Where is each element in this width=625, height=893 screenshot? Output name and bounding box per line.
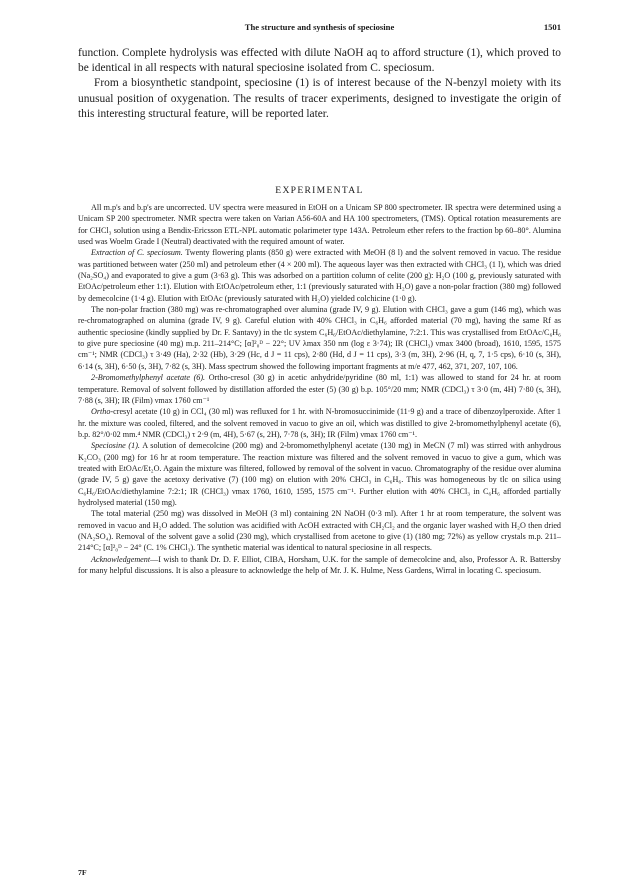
nonpolar-fraction-paragraph: The non-polar fraction (380 mg) was re-chromatographed over alumina (grade IV, 9 g). Elution with CHCl₃ gave a gum (146 mg), which was re-chromatographed on alumina (grade IV, 9 g). Careful elution with 40% CHCl₃ in C₆H₆ afforded material (70 mg), having the same Rf as authentic speciosine (kindly supplied by Dr. F. Santavy) in the tlc system C₆H₆/EtOAc/diethylamine, 7:2:1. This was crystallised from EtOAc/C₆H₆ to give pure speciosine (40 mg) m.p. 211–214°C; [α]²₀ᴰ − 22°; UV λmax 350 nm (log ε 3·74); IR (CHCl₃) νmax 3400 (broad), 1610, 1595, 1575 cm⁻¹; NMR (CDCl₃) τ 3·49 (Ha), 2·32 (Hb), 3·29 (Hc, d J = 11 cps), 2·80 (Hd, d J = 11 cps), 3·3 (m, 3H), 2·96 (H, q, 7, 1·5 cps), 6·10 (s, 3H), 6·14 (s, 3H), 6·50 (s, 3H), 7·82 (s, 3H). Mass spectrum showed the following important fragments at m/e 477, 462, 371, 207, 107, 106.	[78, 305, 561, 371]
extraction-title: Extraction of C. speciosum.	[91, 248, 183, 258]
experimental-section	[78, 202, 561, 576]
cresyl-text: -cresyl acetate (10 g) in CCl₄ (30 ml) was refluxed for 1 hr. with N-bromosuccinimide (11·9 g) and a trace of dibenzoylperoxide. After 1 hr. the mixture was cooled, filtered, and the solvent removed in vacuo to give an oil, which was distilled to give 2-bromomethylphenyl acetate (6), b.p. 82°/0·02 mm.⁴ NMR (CDCl₃) τ 2·9 (m, 4H), 5·67 (s, 2H), 7·78 (s, 3H); IR (Film) νmax 1760 cm⁻¹.	[78, 407, 561, 439]
cresyl-paragraph	[78, 406, 561, 440]
section-heading: EXPERIMENTAL	[275, 185, 364, 196]
cresyl-title: Ortho	[91, 407, 111, 417]
acknowledgement-text: —I wish to thank Dr. D. F. Elliot, CIBA, Horsham, U.K. for the sample of demecolcine and, also, Professor A. R. Battersby for many helpful discussions. It is also a pleasure to acknowledge the help of Mr. J. K. Hulme, Ness Gardens, Wirral in locating C. speciosum.	[78, 554, 561, 575]
total-material-paragraph: The total material (250 mg) was dissolved in MeOH (3 ml) containing 2N NaOH (0·3 ml). After 1 hr at room temperature, the solvent was removed in vacuo and H₂O added. The solution was acidified with AcOH extracted with CH₂Cl₂ and the organic layer washed with H₂O then dried (NA₂SO₄). Removal of the solvent gave a solid (230 mg), which crystallised from acetone to give (1) (180 mg; 72%) as yellow crystals m.p. 211–214°C; [α]²₀ᴰ − 24° (C. 1% CHCl₃). The synthetic material was identical to natural speciosine in all respects.	[78, 509, 561, 553]
bromomethyl-title: 2-Bromomethylphenyl acetate (6).	[91, 373, 206, 383]
running-title: The structure and synthesis of speciosine	[244, 22, 395, 32]
speciosine-title: Speciosine (1).	[91, 441, 140, 451]
speciosine-text: A solution of demecolcine (200 mg) and 2-bromomethylphenyl acetate (130 mg) in MeCN (7 ml) was stirred with anhydrous K₂CO₃ (200 mg) for 16 hr at room temperature. The reaction mixture was filtered and the solvent removed in vacuo to give a gum, which was treated with EtOAc/Et₂O. Again the mixture was filtered, followed by removal of the solvent in vacuo. Chromatography of the residue over alumina (grade IV, 5 g) gave the acetoxy derivative (7) (100 mg) on elution with 20% CHCl₃ in C₆H₆. This was homogeneous by tlc on silica using C₆H₆/EtOAc/diethylamine 7:2:1; IR (CHCl₃) νmax 1760, 1610, 1595, 1575 cm⁻¹. Further elution with 40% CHCl₃ in C₆H₆ afforded partially hydrolysed material (150 mg).	[78, 441, 561, 507]
acknowledgement-title: Acknowledgement	[91, 554, 151, 564]
page-number: 1501	[543, 22, 561, 32]
general-methods-paragraph: All m.p's and b.p's are uncorrected. UV spectra were measured in EtOH on a Unicam SP 800 spectrometer. IR spectra were determined using a Unicam SP 200 spectrometer. NMR spectra were taken on Varian A56-60A and HA 100 spectrometers, (TMS). Optical rotation measurements are for CHCl₃ solution using a Bendix-Ericsson ETL-NPL automatic polarimeter type 143A. Petroleum ether refers to the fraction bp 60–80°. Alumina used was Woelm Grade I (Neutral) deactivated with the required amount of water.	[78, 203, 561, 247]
acknowledgement-paragraph	[78, 554, 561, 577]
intro-section	[78, 46, 561, 122]
footer-signature-mark: 7F	[78, 868, 87, 877]
extraction-paragraph	[78, 247, 561, 304]
speciosine-paragraph	[78, 440, 561, 508]
extraction-text: Twenty flowering plants (850 g) were extracted with MeOH (8 l) and the solvent removed in vacuo. The residue was partitioned between water (250 ml) and petroleum ether (4 × 200 ml). The aqueous layer was then extracted with CHCl₃ (1 l), which was dried (Na₂SO₄) and evaporated to give a gum (3·63 g). This was adsorbed on a partition column of celite (200 g): H₂O (100 g, previously saturated with EtOAc/petroleum ether 1:1). Elution with EtOAc/petroleum ether, 1:1 (previously saturated with H₂O) gave a non-polar fraction (380 mg) followed by demecolcine (1·4 g). Elution with EtOAc (previously saturated with H₂O) yielded colchicine (1·0 g).	[78, 248, 561, 303]
intro-paragraph-2: From a biosynthetic standpoint, speciosine (1) is of interest because of the N-benzyl moiety with its unusual position of oxygenation. The results of tracer experiments, designed to investigate the origin of this interesting structural feature, will be reported later.	[78, 77, 561, 120]
bromomethyl-text: Ortho-cresol (30 g) in acetic anhydride/pyridine (80 ml, 1:1) was allowed to stand for 24 hr. at room temperature. Removal of solvent followed by distillation afforded the ester (5) (30 g) b.p. 105°/20 mm; NMR (CDCl₃) τ 3·0 (m, 4H) 7·80 (s, 3H), 7·88 (s, 3H); IR (Film) νmax 1760 cm⁻¹	[78, 373, 561, 405]
bromomethyl-paragraph	[78, 372, 561, 406]
intro-paragraph-1: function. Complete hydrolysis was effected with dilute NaOH aq to afford structure (1), which proved to be identical in all respects with natural speciosine isolated from C. speciosum.	[78, 47, 561, 75]
